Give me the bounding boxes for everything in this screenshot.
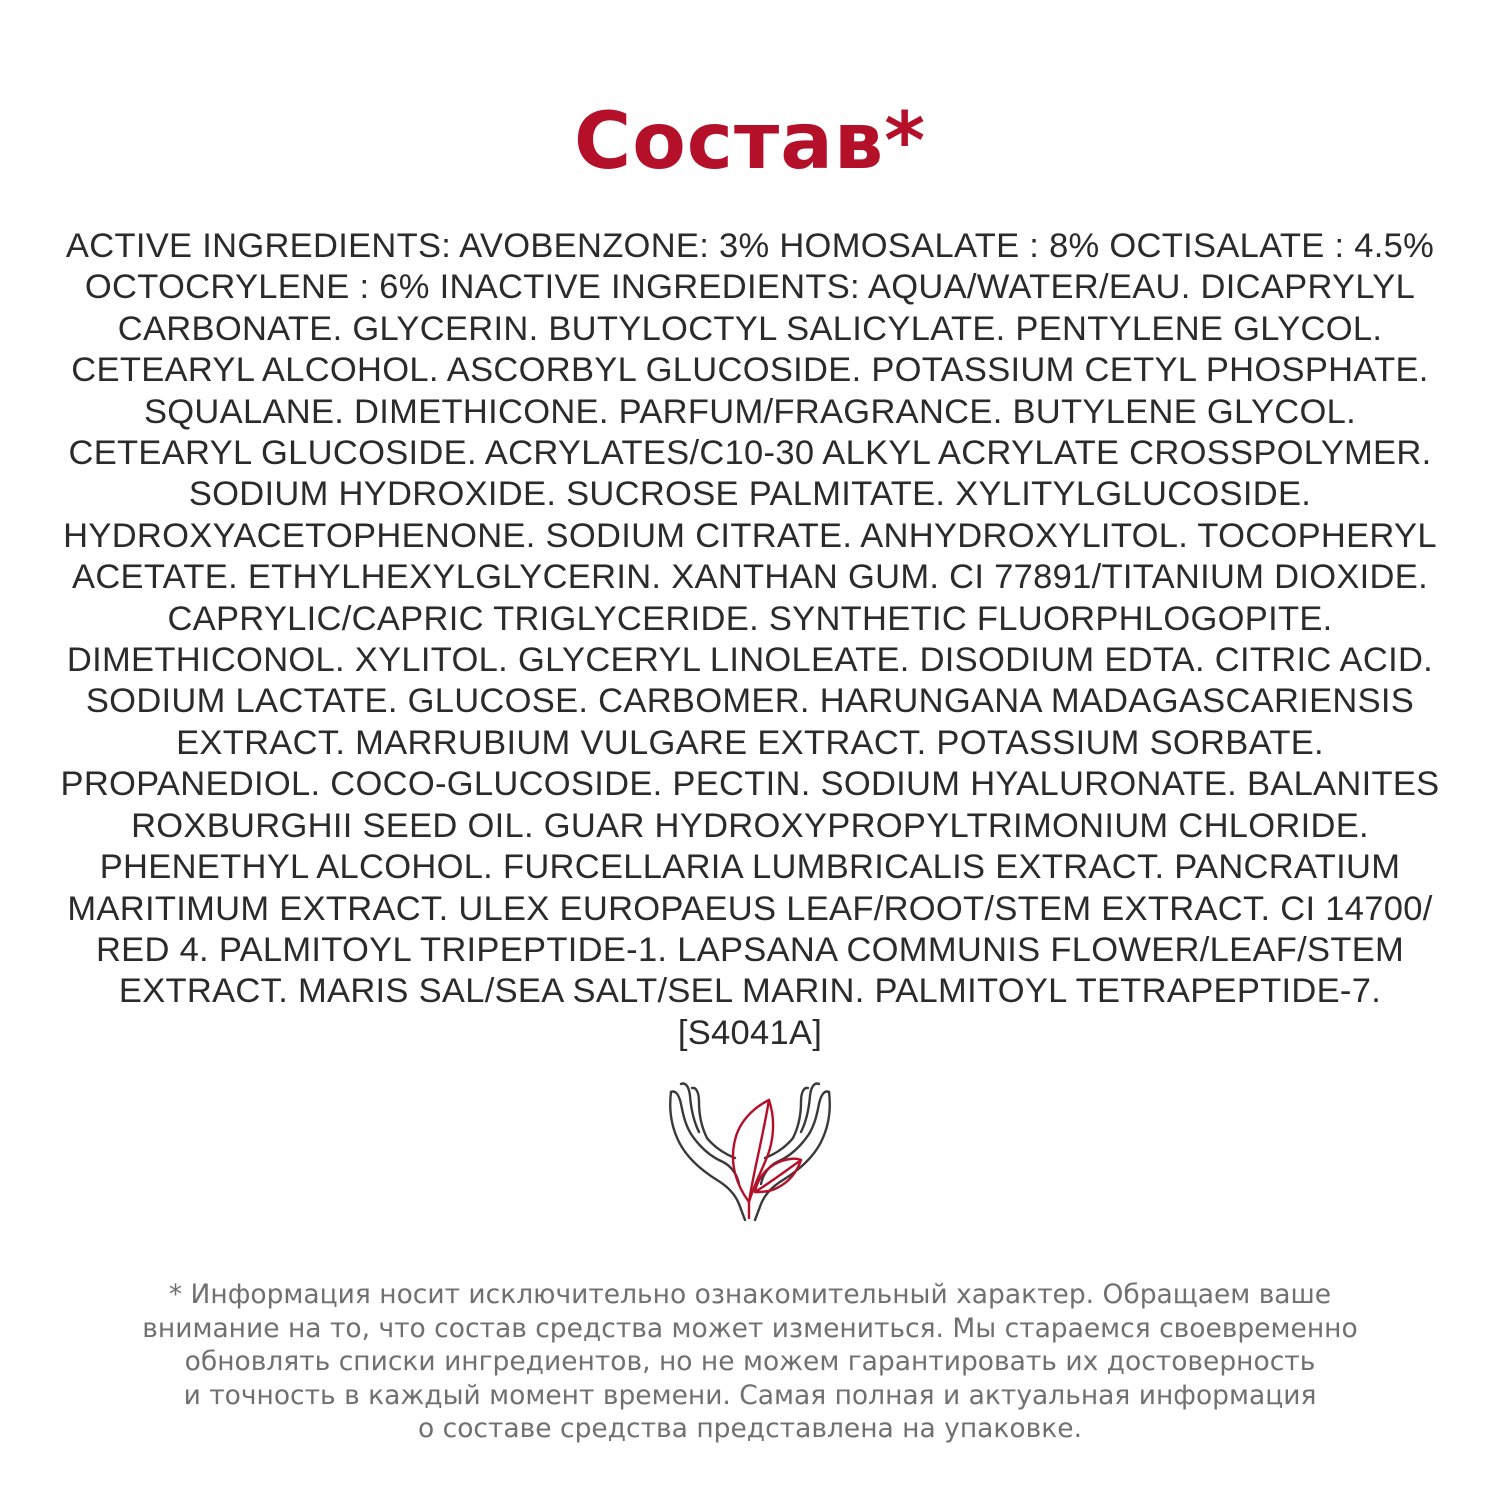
ingredients-line: OCTOCRYLENE : 6% INACTIVE INGREDIENTS: AQUA/WATER/EAU. DICAPRYLYL: [84, 268, 1416, 307]
disclaimer-text: [40, 1278, 1460, 1446]
ingredients-line: MARITIMUM EXTRACT. ULEX EUROPAEUS LEAF/ROOT/STEM EXTRACT. CI 14700/: [67, 889, 1433, 928]
disclaimer-line: * Информация носит исключительно ознакомительный характер. Обращаем ваше: [168, 1279, 1332, 1310]
ingredients-line: HYDROXYACETOPHENONE. SODIUM CITRATE. ANHYDROXYLITOL. TOCOPHERYL: [63, 516, 1437, 555]
ingredients-line: EXTRACT. MARIS SAL/SEA SALT/SEL MARIN. PALMITOYL TETRAPEPTIDE-7.: [118, 972, 1382, 1011]
right-hand-shape: [755, 1084, 830, 1221]
ingredients-line: ACTIVE INGREDIENTS: AVOBENZONE: 3% HOMOSALATE : 8% OCTISALATE : 4.5%: [65, 227, 1435, 265]
ingredients-line: ROXBURGHII SEED OIL. GUAR HYDROXYPROPYLTRIMONIUM CHLORIDE.: [131, 806, 1369, 845]
product-code: [S4041A]: [677, 1013, 823, 1052]
leaf-shape: [733, 1100, 801, 1218]
ingredients-line: CARBONATE. GLYCERIN. BUTYLOCTYL SALICYLATE. PENTYLENE GLYCOL.: [117, 309, 1383, 348]
disclaimer-line: внимание на то, что состав средства может измениться. Мы стараемся своевременно: [142, 1312, 1358, 1344]
disclaimer-line: и точность в каждый момент времени. Самая полная и актуальная информация: [183, 1379, 1317, 1411]
ingredients-line: PROPANEDIOL. COCO-GLUCOSIDE. PECTIN. SODIUM HYALURONATE. BALANITES: [60, 765, 1440, 804]
ingredients-list: [40, 226, 1460, 1054]
hands-leaf-icon: [665, 1078, 835, 1223]
ingredients-line: RED 4. PALMITOYL TRIPEPTIDE-1. LAPSANA COMMUNIS FLOWER/LEAF/STEM: [95, 930, 1405, 969]
ingredients-line: SODIUM HYDROXIDE. SUCROSE PALMITATE. XYLITYLGLUCOSIDE.: [188, 475, 1312, 514]
ingredients-line: CETEARYL ALCOHOL. ASCORBYL GLUCOSIDE. POTASSIUM CETYL PHOSPHATE.: [71, 351, 1429, 390]
ingredients-line: SQUALANE. DIMETHICONE. PARFUM/FRAGRANCE. BUTYLENE GLYCOL.: [143, 392, 1356, 431]
ingredients-line: DIMETHICONOL. XYLITOL. GLYCERYL LINOLEATE. DISODIUM EDTA. CITRIC ACID.: [66, 641, 1434, 680]
disclaimer-line: о составе средства представлена на упаковке.: [418, 1413, 1082, 1444]
ingredients-line: SODIUM LACTATE. GLUCOSE. CARBOMER. HARUNGANA MADAGASCARIENSIS: [85, 682, 1415, 721]
page-title: Состав*: [573, 97, 927, 187]
ingredients-line: ACETATE. ETHYLHEXYLGLYCERIN. XANTHAN GUM. CI 77891/TITANIUM DIOXIDE.: [72, 558, 1428, 597]
ingredients-line: CAPRYLIC/CAPRIC TRIGLYCERIDE. SYNTHETIC FLUORPHLOGOPITE.: [167, 599, 1333, 638]
ingredients-line: PHENETHYL ALCOHOL. FURCELLARIA LUMBRICALIS EXTRACT. PANCRATIUM: [99, 848, 1401, 887]
disclaimer-line: обновлять списки ингредиентов, но не можем гарантировать их достоверность: [184, 1346, 1316, 1377]
ingredients-line: CETEARYL GLUCOSIDE. ACRYLATES/C10-30 ALKYL ACRYLATE CROSSPOLYMER.: [68, 434, 1432, 473]
ingredients-line: EXTRACT. MARRUBIUM VULGARE EXTRACT. POTASSIUM SORBATE.: [176, 723, 1324, 762]
